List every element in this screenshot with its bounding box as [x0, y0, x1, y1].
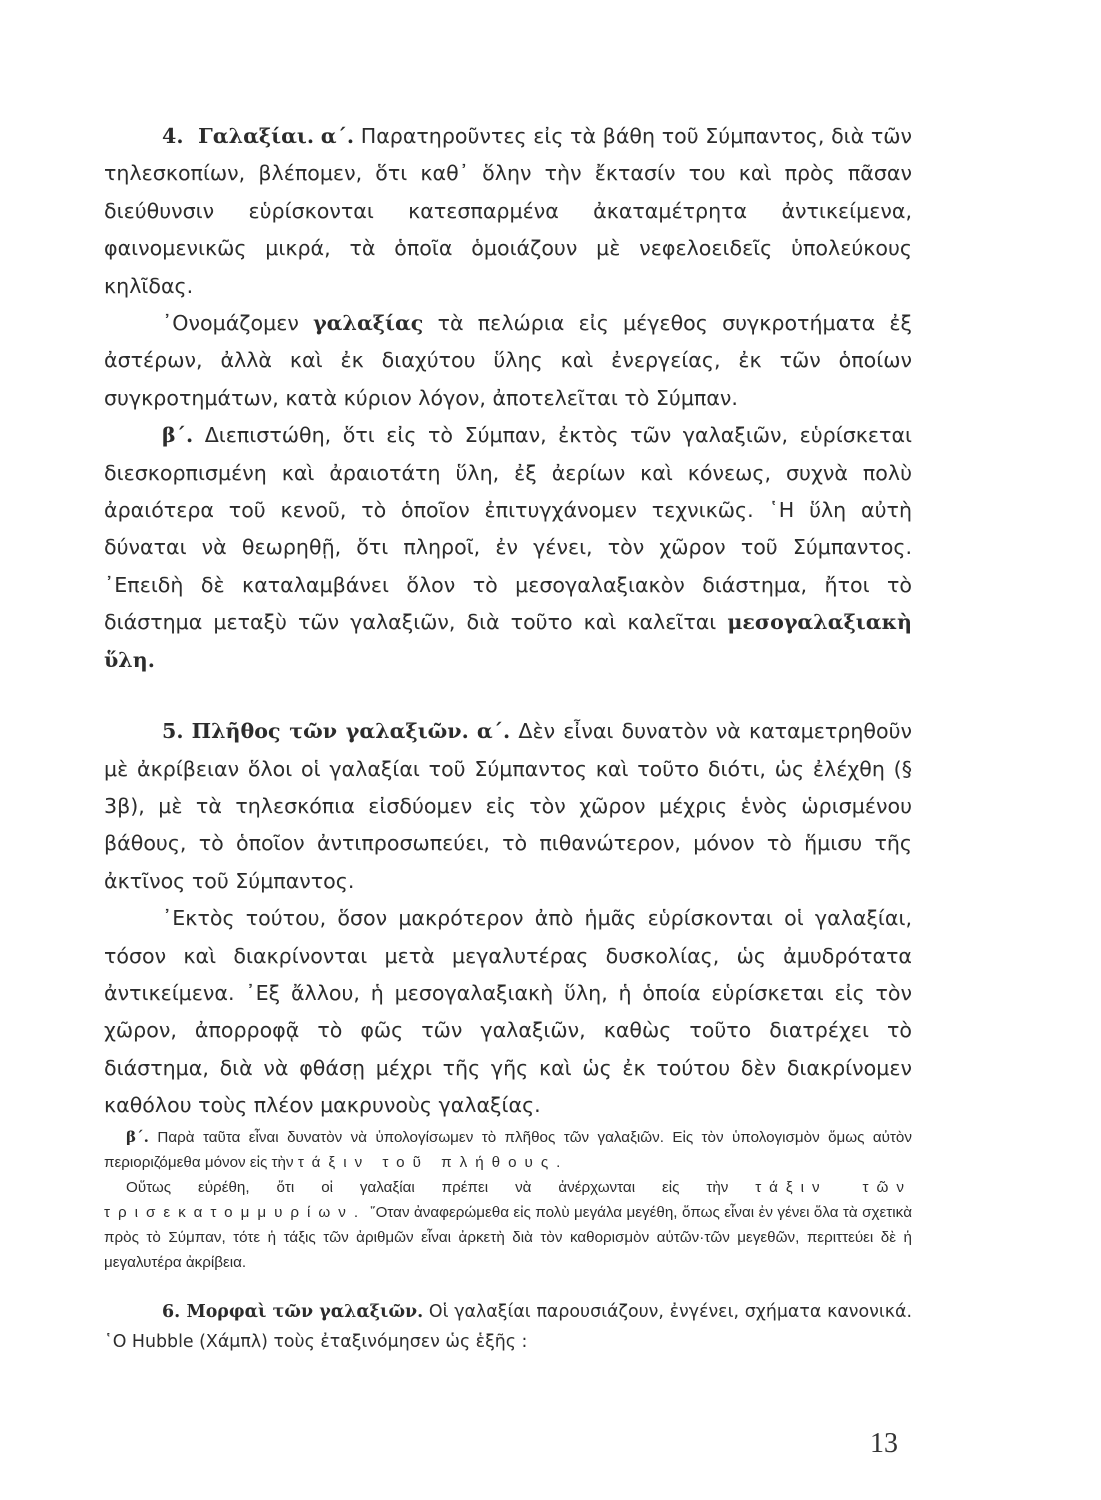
section-5-small-text-2-pre: Οὕτως εὑρέθη, ὅτι οἱ γαλαξίαι πρέπει νὰ ἀνέρχωνται εἰς τὴν — [126, 1178, 729, 1196]
emphasis-order-of-number: τάξιν τοῦ πλήθους. — [297, 1153, 569, 1171]
term-galaxies: γαλαξίας — [313, 311, 424, 336]
section-5-small-paragraph-2 — [104, 1175, 912, 1275]
section-6-paragraph-1 — [104, 1297, 912, 1357]
section-4-paragraph-3 — [104, 417, 912, 679]
section-4-text-3: Διεπιστώθη, ὅτι εἰς τὸ Σύμπαν, ἐκτὸς τῶν γαλαξιῶν, εὑρίσκεται διεσκορπισμένη καὶ ἀραιοτάτη ὕλη, ἐξ ἀερίων καὶ κόνεως, συχνὰ πολὺ ἀραιότερα τοῦ κενοῦ, τὸ ὁποῖον ἐπιτυγχάνομεν τεχνικῶς. ῾Η ὕλη αὐτὴ δύναται νὰ θεωρηθῇ, ὅτι πληροῖ, ἐν γένει, τὸν χῶρον τοῦ Σύμπαντος. ᾽Επειδὴ δὲ καταλαμβάνει ὅλον τὸ μεσογαλαξιακὸν διάστημα, ἤτοι τὸ διάστημα μεταξὺ τῶν γαλαξιῶν, διὰ τοῦτο καὶ καλεῖται — [104, 423, 912, 635]
section-4-paragraph-2 — [104, 305, 912, 417]
section-5-paragraph-1 — [104, 713, 912, 900]
section-4-text-2-pre: ᾽Ονομάζομεν — [162, 311, 299, 336]
section-5-text-2: ᾽Εκτὸς τούτου, ὅσον μακρότερον ἀπὸ ἡμᾶς εὑρίσκονται οἱ γαλαξίαι, τόσον καὶ διακρίνονται μετὰ μεγαλυτέρας δυσκολίας, ὡς ἀμυδρότατα ἀντικείμενα. ᾽Εξ ἄλλου, ἡ μεσογαλαξιακὴ ὕλη, ἡ ὁποία εὑρίσκεται εἰς τὸν χῶρον, ἀπορροφᾷ τὸ φῶς τῶν γαλαξιῶν, καθὼς τοῦτο διατρέχει τὸ διάστημα, διὰ νὰ φθάσῃ μέχρι τῆς γῆς καὶ ὡς ἐκ τούτου δὲν διακρίνομεν καθόλου τοὺς πλέον μακρυνοὺς γαλαξίας. — [104, 906, 912, 1118]
section-4-title: Γαλαξίαι. — [198, 124, 315, 148]
section-5-paragraph-2 — [104, 900, 912, 1124]
section-4-text-1: Παρατηροῦντες εἰς τὰ βάθη τοῦ Σύμπαντος, διὰ τῶν τηλεσκοπίων, βλέπομεν, ὅτι καθ᾽ ὅλην τὴν ἔκτασίν του καὶ πρὸς πᾶσαν διεύθυνσιν εὑρίσκονται κατεσπαρμένα ἀκαταμέτρητα ἀντικείμενα, φαινομενικῶς μικρά, τὰ ὁποῖα ὁμοιάζουν μὲ νεφελοειδεῖς ὑπολεύκους κηλῖδας. — [104, 124, 913, 298]
section-5-number: 5. — [162, 719, 184, 744]
section-5-small-text-1: Παρὰ ταῦτα εἶναι δυνατὸν νὰ ὑπολογίσωμεν τὸ πλῆθος τῶν γαλαξιῶν. Εἰς τὸν ὑπολογισμὸν ὅμως αὐτὸν περιοριζόμεθα μόνον εἰς τὴν — [104, 1128, 912, 1171]
term-intergalactic-matter: μεσογαλαξιακὴ ὕλη. — [104, 610, 912, 672]
section-5-small-text-2-post: ῞Οταν ἀναφερώμεθα εἰς πολὺ μεγάλα μεγέθη, ὅπως εἶναι ἐν γένει ὅλα τὰ σχετικὰ πρὸς τὸ Σύμπαν, τότε ἡ τάξις τῶν ἀριθμῶν εἶναι ἀρκετὴ διὰ τὸν καθορισμὸν αὐτῶν·τῶν μεγεθῶν, περιττεύει δὲ ἡ μεγαλυτέρα ἀκρίβεια. — [104, 1203, 912, 1271]
section-5-small-print — [104, 1125, 912, 1275]
emphasis-trillions: τάξιν τῶν τρισεκατομμυρίων. — [104, 1178, 912, 1221]
section-6-title: 6. Μορφαὶ τῶν γαλαξιῶν. — [162, 1301, 424, 1322]
page-number: 13 — [870, 1428, 898, 1459]
section-4 — [104, 118, 912, 679]
section-4-text-2-post: τὰ πελώρια εἰς μέγεθος συγκροτήματα ἐξ ἀστέρων, ἀλλὰ καὶ ἐκ διαχύτου ὕλης καὶ ἐνεργείας, ἐκ τῶν ὁποίων συγκροτημάτων, κατὰ κύριον λόγον, ἀποτελεῖται τὸ Σύμπαν. — [104, 311, 912, 410]
section-5-sub-b: β΄. — [126, 1127, 149, 1146]
section-5-sub-a: α΄. — [476, 719, 511, 744]
section-5-text-1: Δὲν εἶναι δυνατὸν νὰ καταμετρηθοῦν μὲ ἀκρίβειαν ὅλοι οἱ γαλαξίαι τοῦ Σύμπαντος καὶ τοῦτο διότι, ὡς ἐλέχθη (§ 3β), μὲ τὰ τηλεσκόπια εἰσδύομεν εἰς τὸν χῶρον μέχρις ἑνὸς ὡρισμένου βάθους, τὸ ὁποῖον ἀντιπροσωπεύει, τὸ πιθανώτερον, μόνον τὸ ἥμισυ τῆς ἀκτῖνος τοῦ Σύμπαντος. — [104, 719, 913, 893]
section-4-paragraph-1 — [104, 118, 912, 305]
section-5-small-paragraph-1 — [104, 1125, 912, 1175]
section-6-text-1: Οἱ γαλαξίαι παρουσιάζουν, ἐνγένει, σχήματα κανονικά. ῾Ο Hubble (Χάμπλ) τοὺς ἐταξινόμησεν ὡς ἑξῆς : — [104, 1301, 912, 1352]
section-4-sub-b: β΄. — [162, 423, 194, 448]
page-body — [104, 118, 912, 1357]
section-6 — [104, 1297, 912, 1357]
section-4-number: 4. — [162, 124, 184, 148]
section-4-sub-a: α΄. — [320, 124, 355, 148]
section-5-title: Πλῆθος τῶν γαλαξιῶν. — [191, 719, 469, 744]
section-5 — [104, 713, 912, 1274]
